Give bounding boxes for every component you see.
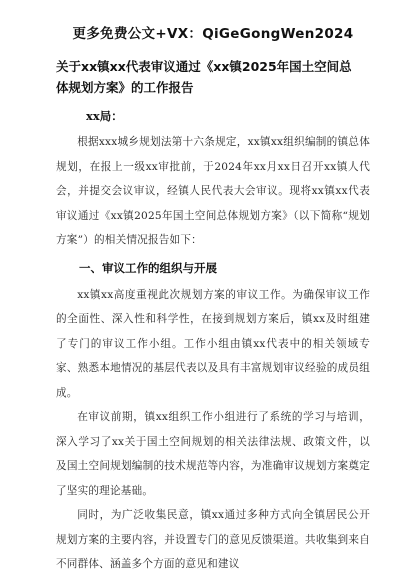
- promo-header: 更多免费公文+VX：QiGeGongWen2024: [72, 26, 354, 42]
- section-1-paragraph-2: 在审议前期，镇xx组织工作小组进行了系统的学习与培训，深入学习了xx关于国土空间规划的相关法律法规、政策文件，以及国土空间规划编制的技术规范等内容，为准确审议规划方案奠定了坚实的理论基础。: [56, 411, 370, 497]
- document-title: 关于xx镇xx代表审议通过《xx镇2025年国土空间总体规划方案》的工作报告: [56, 59, 352, 95]
- section-1-paragraph-3: 同时，为广泛收集民意，镇xx通过多种方式向全镇居民公开规划方案的主要内容，并设置专门的意见反馈渠道。共收集到来自不同群体、涵盖多个方面的意见和建议: [56, 509, 370, 570]
- section-1-paragraph-1: xx镇xx高度重视此次规划方案的审议工作。为确保审议工作的全面性、深入性和科学性，在接到规划方案后，镇xx及时组建了专门的审议工作小组。工作小组由镇xx代表中的相关领域专家、熟悉本地情况的基层代表以及具有丰富规划审议经验的成员组成。: [56, 288, 370, 399]
- salutation: xx局：: [86, 109, 123, 123]
- intro-paragraph: 根据xxx城乡规划法第十六条规定，xx镇xx组织编制的镇总体规划，在报上一级xx审批前，于2024年xx月xx日召开xx镇人代会，并提交会议审议，经镇人民代表大会审议。现将xx镇xx代表审议通过《xx镇2025年国土空间总体规划方案》（以下简称“规划方案”）的相关情况报告如下：: [56, 136, 370, 246]
- section-heading-1: 一、审议工作的组织与开展: [79, 260, 217, 275]
